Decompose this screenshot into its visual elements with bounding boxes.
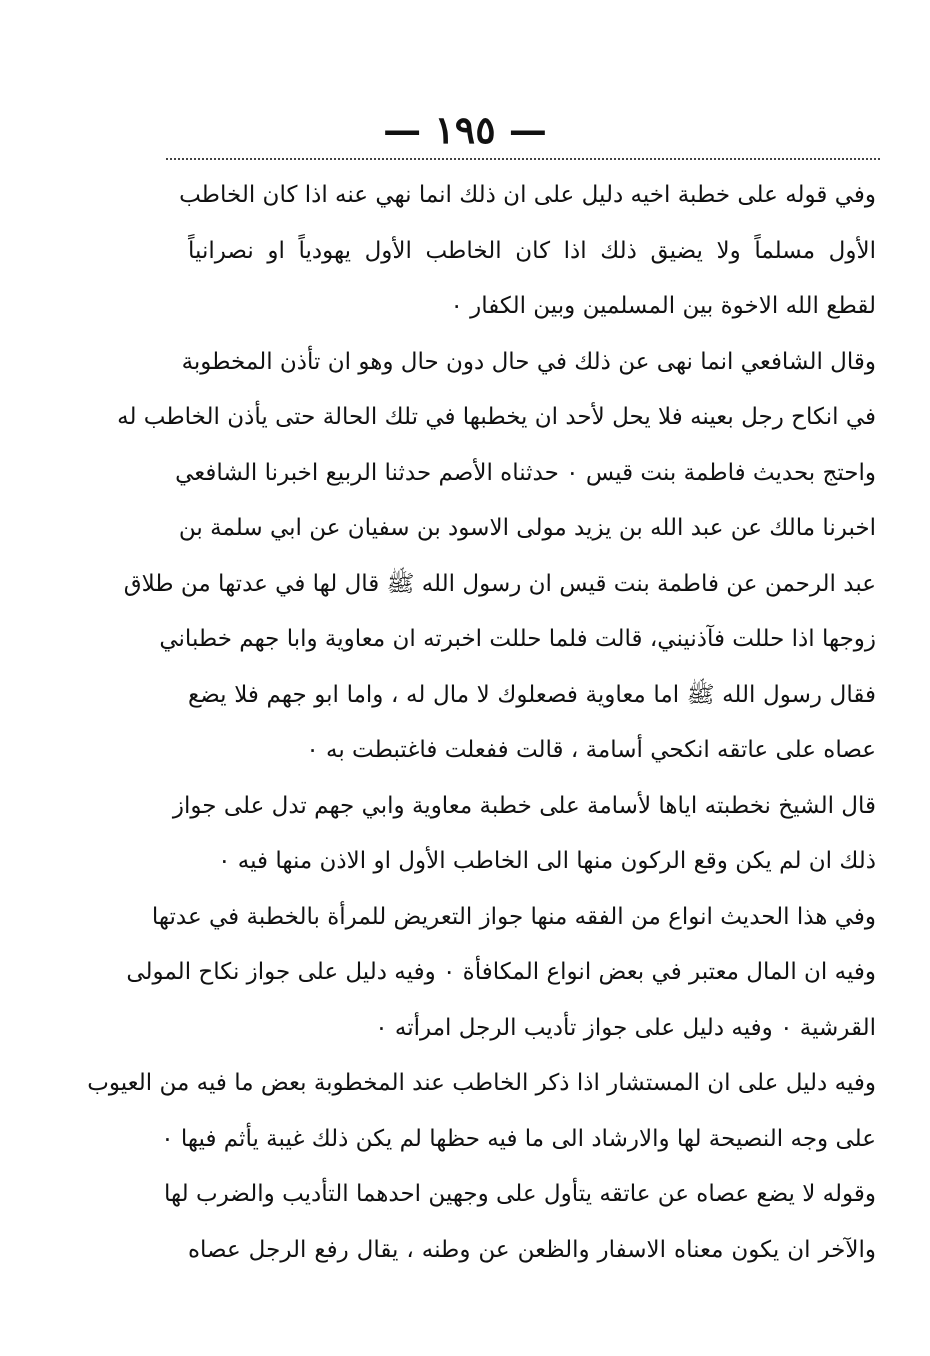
header-rule xyxy=(166,158,880,160)
text-line: لقطع الله الاخوة بين المسلمين وبين الكفار ٠ xyxy=(450,293,876,319)
text-line: واحتج بحديث فاطمة بنت قيس ٠ حدثناه الأصم حدثنا الربيع اخبرنا الشافعي xyxy=(175,459,876,486)
text-line: وقال الشافعي انما نهى عن ذلك في حال دون حال وهو ان تأذن المخطوبة xyxy=(181,348,876,375)
text-line: الأول مسلماً ولا يضيق ذلك اذا كان الخاطب الأول يهودياً او نصرانياً xyxy=(188,237,876,264)
text-line: على وجه النصيحة لها والارشاد الى ما فيه حظها لم يكن ذلك غيبة يأثم فيها ٠ xyxy=(161,1125,876,1152)
paragraph-4 xyxy=(126,890,876,1057)
paragraph-2 xyxy=(117,335,876,779)
text-line: فقال رسول الله ﷺ اما معاوية فصعلوك لا مال له ، واما ابو جهم فلا يضع xyxy=(188,681,876,708)
text-line: وفيه دليل على ان المستشار اذا ذكر الخاطب عند المخطوبة بعض ما فيه من العيوب xyxy=(87,1070,876,1096)
text-line: القرشية ٠ وفيه دليل على جواز تأديب الرجل امرأته ٠ xyxy=(375,1014,876,1041)
text-line: ذلك ان لم يكن وقع الركون منها الى الخاطب الأول او الاذن منها فيه ٠ xyxy=(218,848,876,874)
paragraph-6 xyxy=(164,1167,876,1278)
text-line: وفي هذا الحديث انواع من الفقه منها جواز التعريض للمرأة بالخطبة في عدتها xyxy=(151,903,876,930)
text-line: عبد الرحمن عن فاطمة بنت قيس ان رسول الله ﷺ قال لها في عدتها من طلاق xyxy=(123,570,876,597)
text-line: اخبرنا مالك عن عبد الله بن يزيد مولى الاسود بن سفيان عن ابي سلمة بن xyxy=(178,515,876,541)
text-line: في انكاح رجل بعينه فلا يحل لأحد ان يخطبها في تلك الحالة حتى يأذن الخاطب له xyxy=(117,404,876,430)
text-line: وقوله لا يضع عصاه عن عاتقه يتأول على وجهين احدهما التأديب والضرب لها xyxy=(164,1181,876,1207)
paragraph-3 xyxy=(172,779,876,890)
text-line: عصاه على عاتقه انكحي أسامة ، قالت ففعلت فاغتبطت به ٠ xyxy=(306,737,876,763)
text-line: قال الشيخ نخطبته اياها لأسامة على خطبة معاوية وابي جهم تدل على جواز xyxy=(172,792,876,819)
text-line: وفيه ان المال معتبر في بعض انواع المكافأة ٠ وفيه دليل على جواز نكاح المولى xyxy=(126,959,876,985)
text-line: زوجها اذا حللت فآذنيني، قالت فلما حللت اخبرته ان معاوية وابا جهم خطباني xyxy=(159,626,876,652)
page-number: — ١٩٥ — xyxy=(383,107,547,152)
text-line: والآخر ان يكون معناه الاسفار والظعن عن وطنه ، يقال رفع الرجل عصاه xyxy=(188,1236,876,1263)
text-line: وفي قوله على خطبة اخيه دليل على ان ذلك انما نهي عنه اذا كان الخاطب xyxy=(179,182,876,208)
paragraph-5 xyxy=(87,1056,876,1167)
paragraph-1 xyxy=(179,168,876,335)
body-text xyxy=(87,168,876,1278)
